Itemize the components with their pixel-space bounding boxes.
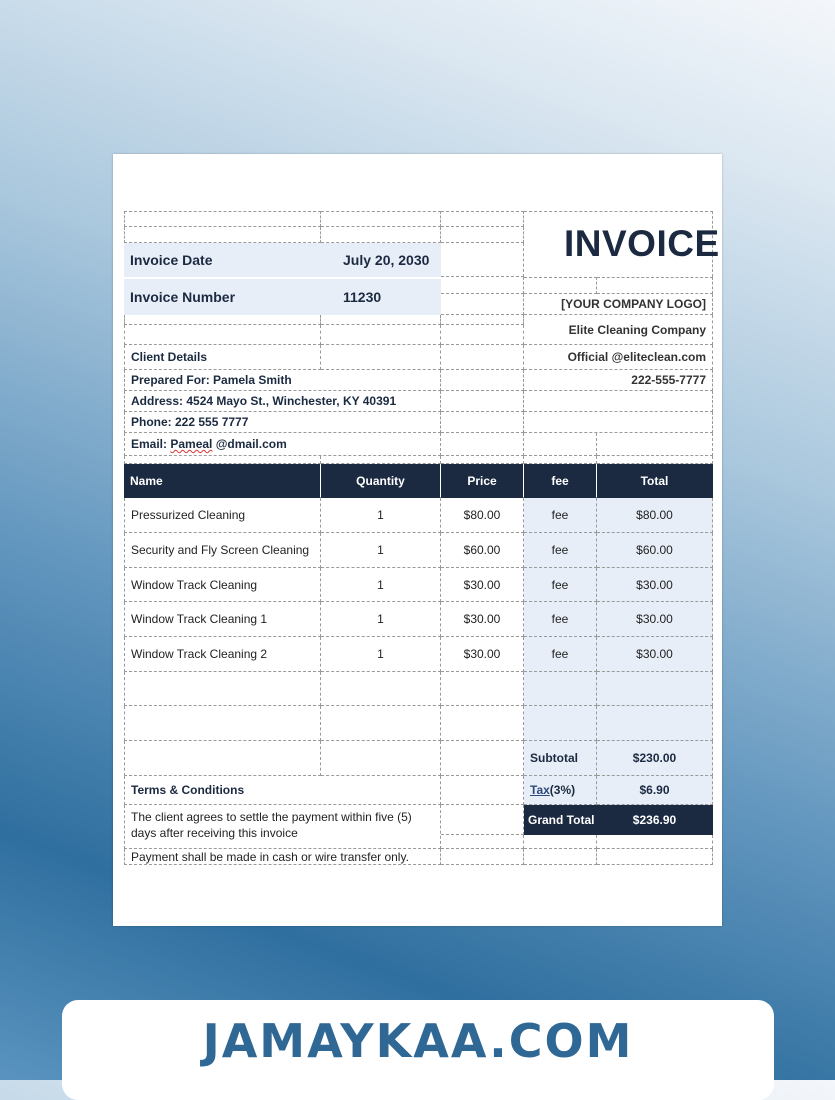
terms-line-2: Payment shall be made in cash or wire transfer only.: [124, 849, 441, 865]
spacer-cell: [597, 277, 713, 294]
spacer-cell: [441, 211, 524, 227]
subtotal-label: Subtotal: [524, 741, 597, 776]
spacer-cell: [321, 325, 441, 345]
spacer-cell: [597, 456, 713, 464]
spacer-cell: [524, 433, 597, 456]
spacer-cell: [321, 227, 441, 243]
tax-label: [524, 776, 597, 805]
spacer-cell: [124, 325, 321, 345]
spacer-cell: [321, 456, 441, 464]
spacer-cell: [597, 835, 713, 849]
spacer-cell: [524, 412, 713, 433]
client-email-prefix: Email:: [131, 437, 171, 451]
spacer-cell: [321, 211, 441, 227]
tax-rate: (3%): [549, 783, 576, 797]
spacer-cell: [524, 456, 597, 464]
table-row-price: $60.00: [441, 533, 524, 568]
spacer-cell: [441, 456, 524, 464]
terms-line-1: The client agrees to settle the payment within five (5) days after receiving this invoice: [124, 805, 441, 849]
tax-word: Tax: [530, 783, 550, 797]
table-row-empty: [441, 706, 524, 741]
table-row-price: $30.00: [441, 637, 524, 672]
spacer-cell: [441, 325, 524, 345]
table-row-total: $60.00: [597, 533, 713, 568]
table-row-empty: [524, 672, 597, 706]
spacer-cell: [441, 433, 524, 456]
table-row-total: $30.00: [597, 568, 713, 602]
invoice-document: [113, 154, 722, 926]
table-row-empty: [597, 672, 713, 706]
spacer-cell: [597, 433, 713, 456]
table-row-fee: fee: [524, 533, 597, 568]
table-row-empty: [124, 706, 321, 741]
table-row-empty: [441, 672, 524, 706]
spacer-cell: [124, 227, 321, 243]
table-row-qty: 1: [321, 533, 441, 568]
client-details-heading: Client Details: [124, 345, 321, 370]
client-phone: Phone: 222 555 7777: [124, 412, 441, 433]
grand-total-value: $236.90: [597, 805, 713, 835]
spacer-cell: [597, 849, 713, 865]
spacer-cell: [441, 391, 524, 412]
spacer-cell: [441, 741, 524, 776]
table-row-price: $30.00: [441, 568, 524, 602]
table-row-empty: [321, 706, 441, 741]
table-row-fee: fee: [524, 602, 597, 637]
table-row-empty: [321, 672, 441, 706]
spacer-cell: [441, 835, 524, 849]
spacer-cell: [441, 227, 524, 243]
spacer-cell: [441, 849, 524, 865]
spacer-cell: [441, 243, 524, 277]
table-row-empty: [124, 672, 321, 706]
spacer-cell: [441, 277, 524, 294]
table-row-price: $30.00: [441, 602, 524, 637]
invoice-date-label: Invoice Date: [124, 243, 321, 277]
spacer-cell: [524, 849, 597, 865]
terms-heading: Terms & Conditions: [124, 776, 441, 805]
invoice-date-value: July 20, 2030: [321, 243, 441, 277]
table-row-qty: 1: [321, 568, 441, 602]
spacer-cell: [441, 805, 524, 835]
table-row-name: Pressurized Cleaning: [124, 498, 321, 533]
subtotal-value: $230.00: [597, 741, 713, 776]
client-email-domain: @dmail.com: [212, 437, 287, 451]
company-name: Elite Cleaning Company: [524, 315, 713, 345]
table-row-price: $80.00: [441, 498, 524, 533]
spacer-cell: [124, 211, 321, 227]
table-header-price: Price: [441, 464, 524, 498]
spacer-cell: [524, 277, 597, 294]
spacer-cell: [524, 391, 713, 412]
client-email: [124, 433, 441, 456]
table-row-total: $80.00: [597, 498, 713, 533]
table-header-total: Total: [597, 464, 713, 498]
footer-banner: [62, 1000, 774, 1100]
client-prepared-for: Prepared For: Pamela Smith: [124, 370, 441, 391]
spacer-cell: [321, 741, 441, 776]
client-address: Address: 4524 Mayo St., Winchester, KY 40391: [124, 391, 441, 412]
table-header-name: Name: [124, 464, 321, 498]
grand-total-label: Grand Total: [524, 805, 597, 835]
table-row-fee: fee: [524, 498, 597, 533]
table-row-total: $30.00: [597, 602, 713, 637]
spacer-cell: [441, 776, 524, 805]
spacer-cell: [321, 345, 441, 370]
table-header-fee: fee: [524, 464, 597, 498]
table-row-qty: 1: [321, 498, 441, 533]
table-row-name: Window Track Cleaning 2: [124, 637, 321, 672]
table-row-name: Security and Fly Screen Cleaning: [124, 533, 321, 568]
company-email: Official @eliteclean.com: [524, 345, 713, 370]
spacer-cell: [124, 741, 321, 776]
table-row-fee: fee: [524, 637, 597, 672]
invoice-number-value: 11230: [321, 279, 441, 315]
invoice-number-label: Invoice Number: [124, 279, 321, 315]
spacer-cell: [124, 315, 321, 325]
spacer-cell: [124, 456, 321, 464]
invoice-title: INVOICE: [564, 223, 720, 264]
table-row-name: Window Track Cleaning: [124, 568, 321, 602]
company-phone: 222-555-7777: [524, 370, 713, 391]
tax-value: $6.90: [597, 776, 713, 805]
table-row-fee: fee: [524, 568, 597, 602]
spacer-cell: [321, 315, 441, 325]
table-row-qty: 1: [321, 637, 441, 672]
table-row-qty: 1: [321, 602, 441, 637]
table-row-empty: [524, 706, 597, 741]
spacer-cell: [441, 412, 524, 433]
table-row-name: Window Track Cleaning 1: [124, 602, 321, 637]
client-email-user: Pameal: [170, 437, 213, 451]
footer-brand: JAMAYKAA.COM: [202, 1014, 634, 1068]
spacer-cell: [441, 370, 524, 391]
spacer-cell: [441, 345, 524, 370]
table-row-total: $30.00: [597, 637, 713, 672]
spacer-cell: [524, 835, 597, 849]
company-logo-placeholder: [YOUR COMPANY LOGO]: [524, 294, 713, 315]
spacer-cell: [441, 315, 524, 325]
spacer-cell: [441, 294, 524, 315]
table-header-quantity: Quantity: [321, 464, 441, 498]
table-row-empty: [597, 706, 713, 741]
